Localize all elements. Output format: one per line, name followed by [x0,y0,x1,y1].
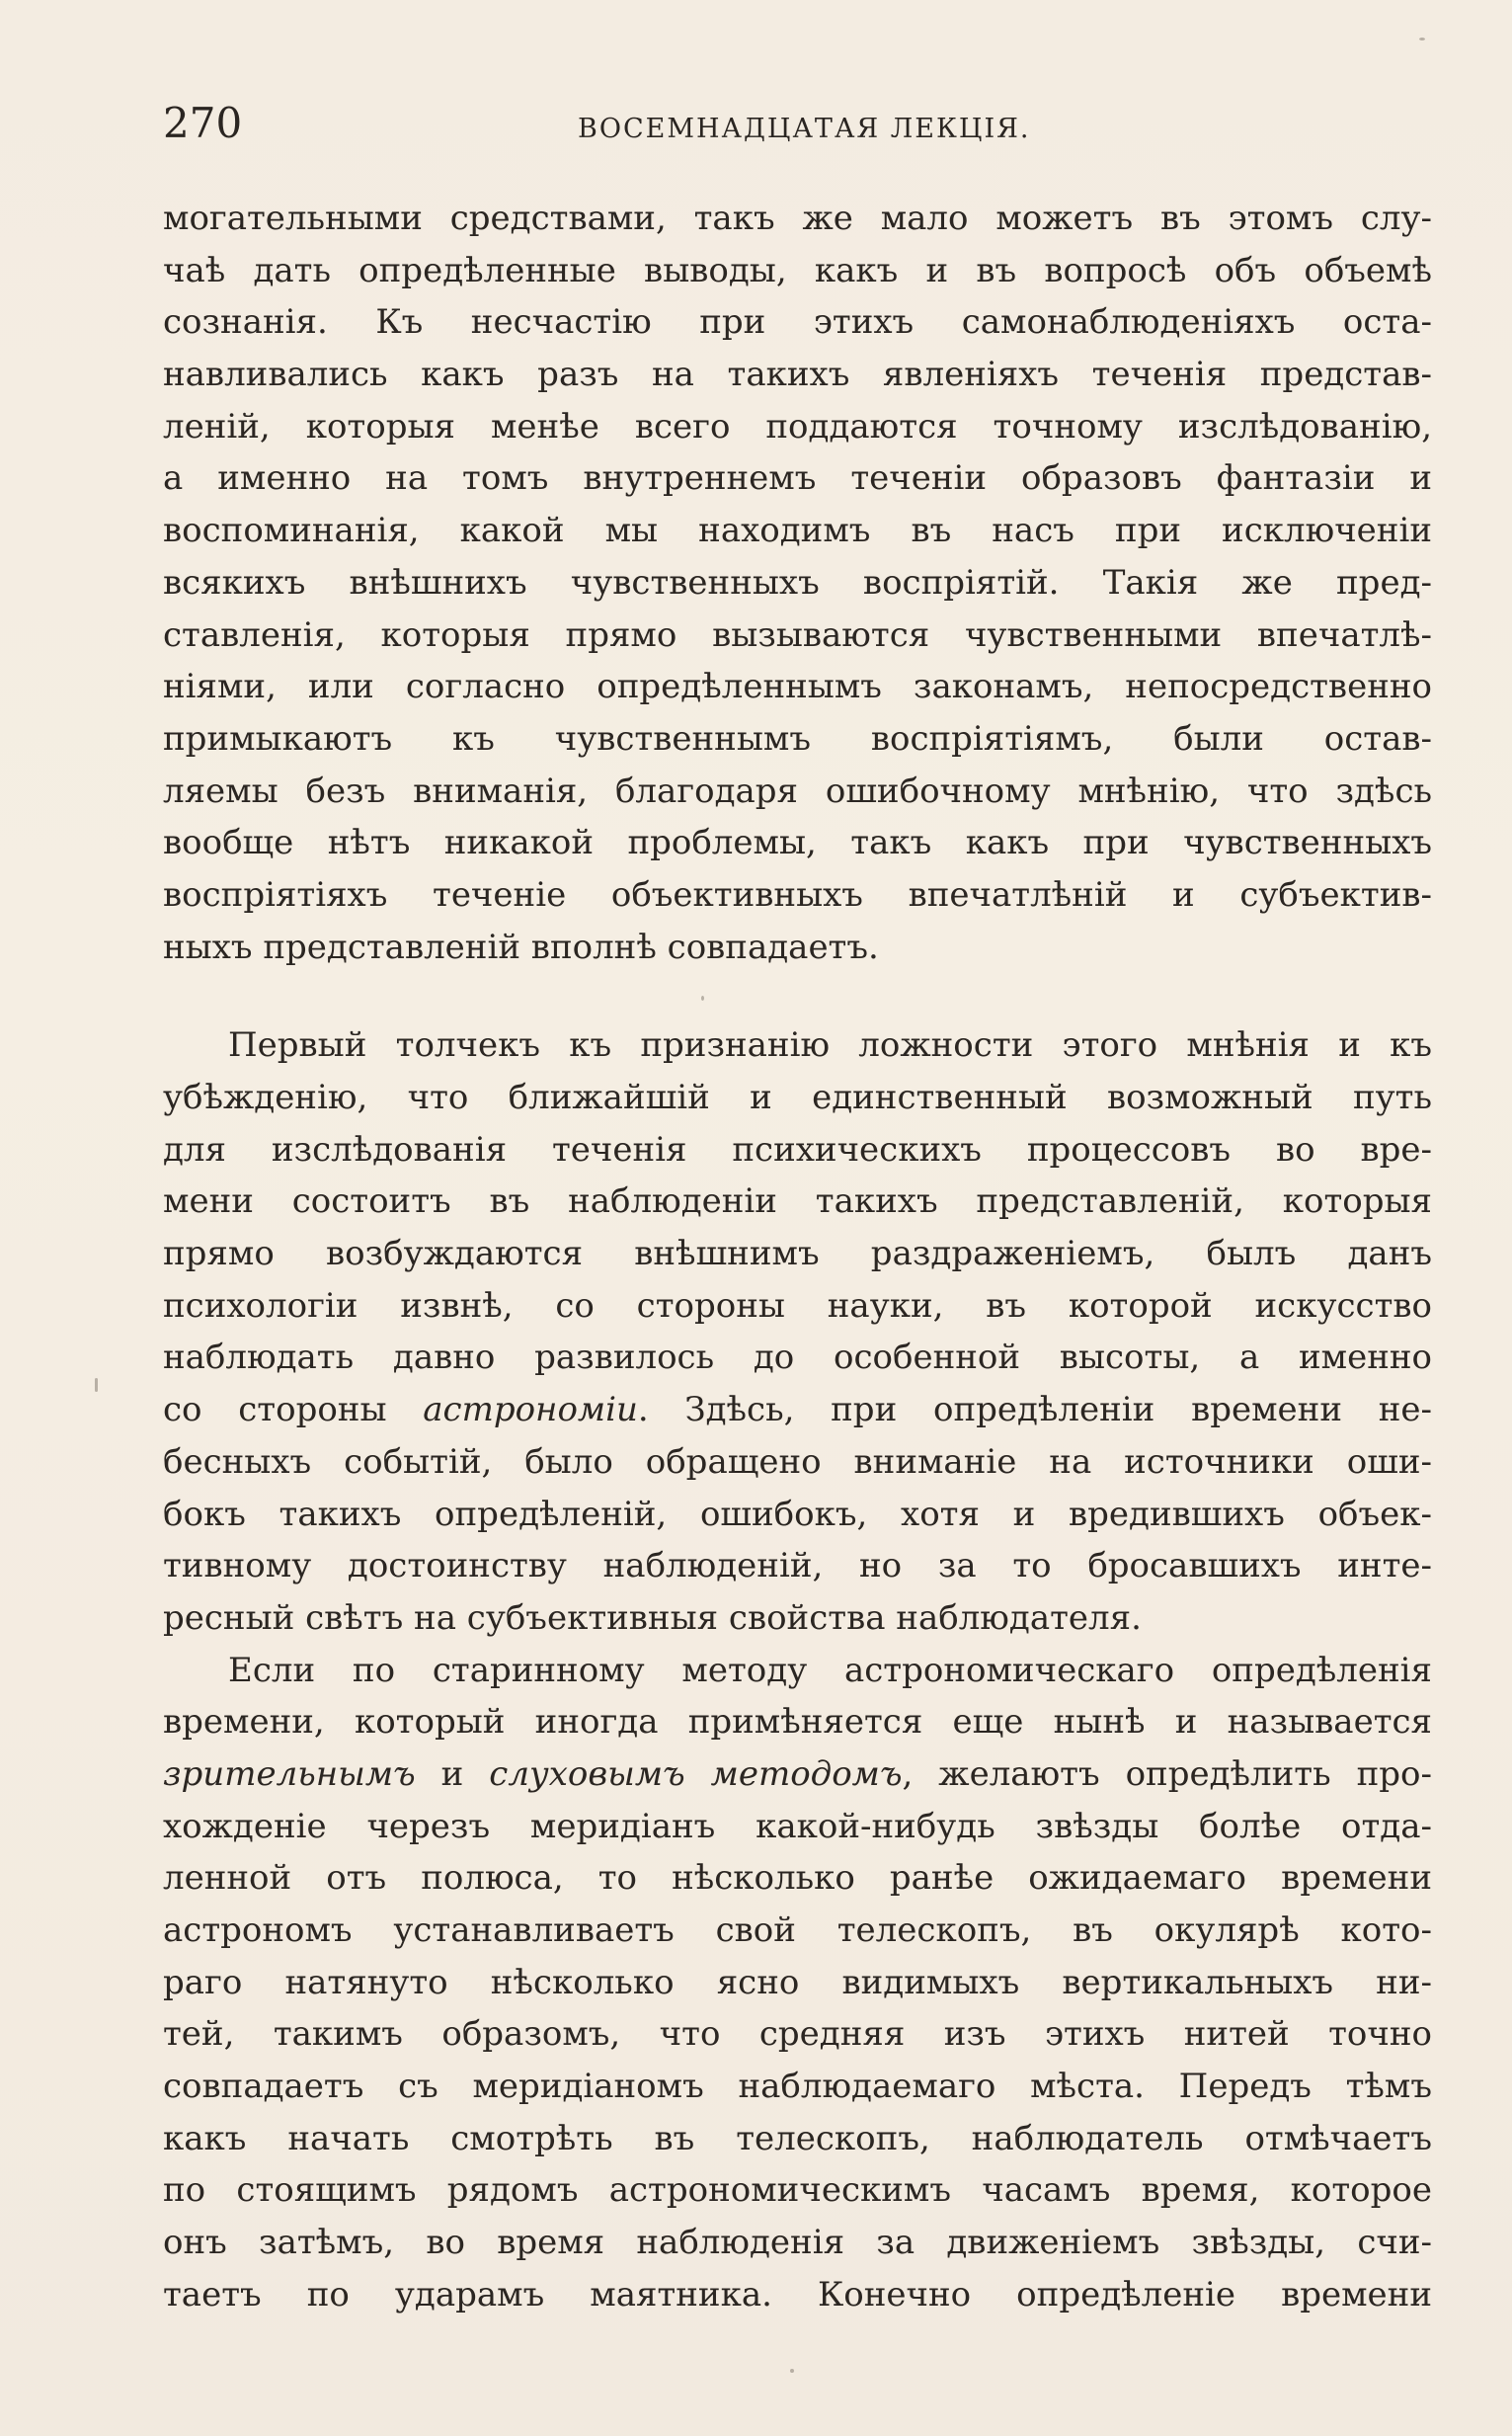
text-line: ленной отъ полюса, то нѣсколько ранѣе ожидаемаго времени [163,1858,1432,1899]
text-line: сознанія. Къ несчастію при этихъ самонаблюденіяхъ оста- [163,302,1432,343]
text-line: чаѣ дать опредѣленные выводы, какъ и въ вопросѣ объ объемѣ [163,250,1432,290]
paragraph-gap [163,973,1432,1019]
text-line: Если по старинному методу астрономическаго опредѣленія [228,1650,1432,1690]
text-line: астрономъ устанавливаетъ свой телескопъ, въ окулярѣ кото- [163,1910,1432,1950]
text-line: раго натянуто нѣсколько ясно видимыхъ вертикальныхъ ни- [163,1962,1432,2002]
paragraph-2 [163,1019,1432,1644]
text-line: бесныхъ событій, было обращено вниманіе на источники оши- [163,1441,1432,1482]
text-run: . Здѣсь, при опредѣленіи времени не- [637,1390,1432,1430]
paper-speck [790,2369,794,2373]
running-head [163,94,1432,153]
text-line: бокъ такихъ опредѣленій, ошибокъ, хотя и вредившихъ объек- [163,1494,1432,1534]
text-line: воспоминанія, какой мы находимъ въ насъ при исключеніи [163,511,1432,551]
text-line: вообще нѣтъ никакой проблемы, такъ какъ при чувственныхъ [163,823,1432,863]
text-line: какъ начать смотрѣть въ телескопъ, наблюдатель отмѣчаетъ [163,2118,1432,2158]
page-number: 270 [163,99,243,147]
text-line [163,1384,1432,1436]
text-line: психологіи извнѣ, со стороны науки, въ которой искусство [163,1285,1432,1326]
text-line: наблюдать давно развилось до особенной высоты, а именно [163,1338,1432,1378]
running-title: ВОСЕМНАДЦАТАЯ ЛЕКЦІЯ. [578,114,1031,144]
text-line: онъ затѣмъ, во время наблюденія за движеніемъ звѣзды, счи- [163,2223,1432,2263]
text-run: со стороны [163,1390,424,1430]
text-line: Первый толчекъ къ признанію ложности этого мнѣнія и къ [228,1025,1432,1066]
paper-speck [1419,38,1425,41]
paper-speck [95,1378,98,1392]
text-line: для изслѣдованія теченія психическихъ процессовъ во вре- [163,1129,1432,1170]
text-line: ніями, или согласно опредѣленнымъ законамъ, непосредственно [163,667,1432,707]
text-line [163,1748,1432,1801]
paragraph-1 [163,193,1432,973]
text-line: ресный свѣтъ на субъективныя свойства наблюдателя. [163,1597,1142,1638]
text-line: мени состоитъ въ наблюденіи такихъ представленій, которыя [163,1181,1432,1222]
text-line: ляемы безъ вниманія, благодаря ошибочному мнѣнію, что здѣсь [163,771,1432,811]
text-line: леній, которыя менѣе всего поддаются точному изслѣдованію, [163,406,1432,447]
text-line: таетъ по ударамъ маятника. Конечно опредѣленіе времени [163,2274,1432,2314]
text-line: времени, который иногда примѣняется еще нынѣ и называется [163,1702,1432,1743]
text-line: примыкаютъ къ чувственнымъ воспріятіямъ, были остав- [163,718,1432,759]
text-line: воспріятіяхъ теченіе объективныхъ впечатлѣній и субъектив- [163,874,1432,915]
text-line: тивному достоинству наблюденій, но за то бросавшихъ инте- [163,1546,1432,1586]
text-line: навливались какъ разъ на такихъ явленіяхъ теченія представ- [163,355,1432,395]
italic-term: астрономіи [423,1390,638,1430]
text-line: тей, такимъ образомъ, что средняя изъ этихъ нитей точно [163,2014,1432,2055]
text-line: а именно на томъ внутреннемъ теченіи образовъ фантазіи и [163,458,1432,499]
text-line: по стоящимъ рядомъ астрономическимъ часамъ время, которое [163,2170,1432,2211]
italic-term: зрительнымъ [163,1753,416,1794]
text-line: совпадаетъ съ меридіаномъ наблюдаемаго мѣста. Передъ тѣмъ [163,2067,1432,2107]
text-line: прямо возбуждаются внѣшнимъ раздраженіемъ, былъ данъ [163,1234,1432,1274]
text-line: убѣжденію, что ближайшій и единственный возможный путь [163,1078,1432,1117]
text-line: хожденіе черезъ меридіанъ какой-нибудь звѣзды болѣе отда- [163,1806,1432,1846]
text-line: могательными средствами, такъ же мало можетъ въ этомъ слу- [163,199,1432,238]
text-line: ныхъ представленій вполнѣ совпадаетъ. [163,927,879,967]
paragraph-3 [163,1645,1432,2321]
text-run: и [415,1753,490,1794]
text-line: всякихъ внѣшнихъ чувственныхъ воспріятій. Такія же пред- [163,562,1432,603]
italic-term: слуховымъ методомъ [489,1753,903,1794]
body-text [163,193,1432,2321]
text-line: ставленія, которыя прямо вызываются чувственными впечатлѣ- [163,614,1432,655]
text-run: , желаютъ опредѣлить про- [902,1753,1432,1794]
paper-speck [701,996,704,1001]
